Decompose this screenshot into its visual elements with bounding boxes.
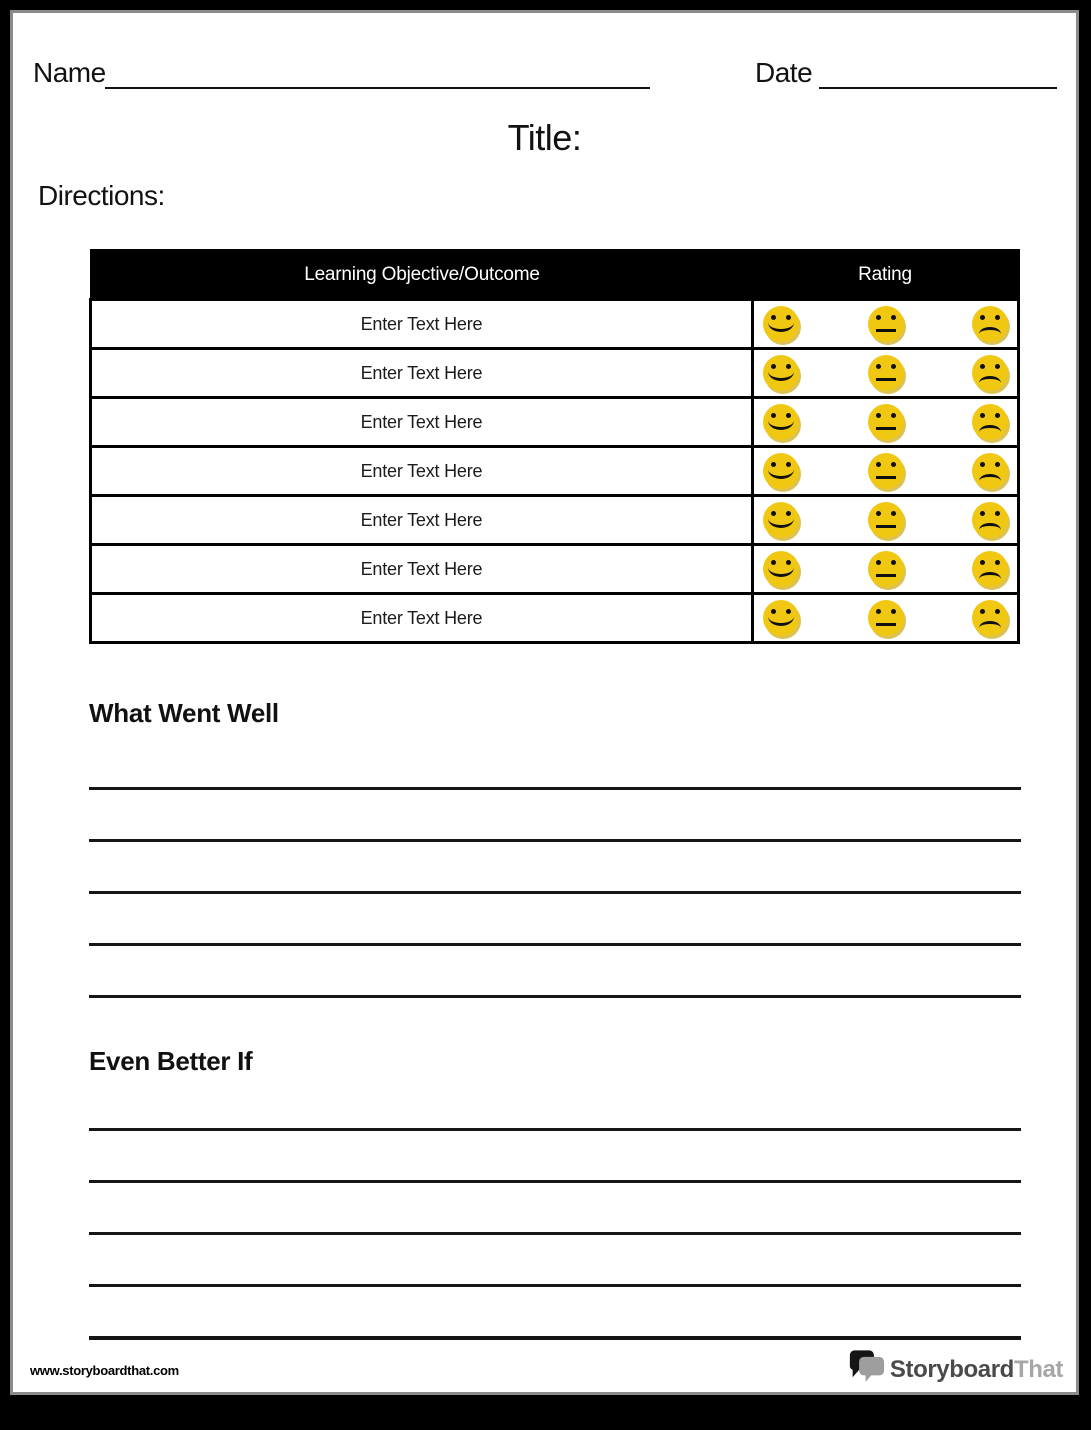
sad-face-icon[interactable]	[972, 600, 1008, 636]
answer-fill-line[interactable]	[89, 1128, 1021, 1131]
rating-cell	[753, 496, 1019, 545]
answer-fill-line[interactable]	[89, 995, 1021, 998]
sad-face-icon[interactable]	[972, 355, 1008, 391]
sad-face-icon[interactable]	[972, 404, 1008, 440]
answer-fill-line[interactable]	[89, 943, 1021, 946]
sad-face-icon[interactable]	[972, 306, 1008, 342]
what-went-well-section	[89, 696, 1021, 1047]
rating-cell	[753, 545, 1019, 594]
table-row	[91, 447, 1019, 496]
objective-cell[interactable]: Enter Text Here	[91, 349, 753, 398]
name-fill-line[interactable]	[105, 87, 650, 89]
happy-face-icon[interactable]	[763, 355, 799, 391]
table-row	[91, 496, 1019, 545]
table-row	[91, 545, 1019, 594]
date-fill-line[interactable]	[819, 87, 1057, 89]
directions-label: Directions:	[38, 180, 165, 211]
neutral-face-icon[interactable]	[868, 600, 904, 636]
answer-fill-line[interactable]	[89, 787, 1021, 790]
table-row	[91, 398, 1019, 447]
name-label: Name	[33, 57, 106, 88]
section-heading: What Went Well	[89, 698, 279, 728]
objective-cell[interactable]: Enter Text Here	[91, 398, 753, 447]
happy-face-icon[interactable]	[763, 551, 799, 587]
rating-cell	[753, 398, 1019, 447]
neutral-face-icon[interactable]	[868, 404, 904, 440]
objective-cell[interactable]: Enter Text Here	[91, 594, 753, 643]
logo-text-secondary: That	[1013, 1356, 1063, 1383]
neutral-face-icon[interactable]	[868, 306, 904, 342]
happy-face-icon[interactable]	[763, 600, 799, 636]
rating-cell	[753, 594, 1019, 643]
objective-cell[interactable]: Enter Text Here	[91, 447, 753, 496]
objectives-rating-table	[89, 249, 1020, 644]
happy-face-icon[interactable]	[763, 306, 799, 342]
answer-fill-line[interactable]	[89, 1284, 1021, 1287]
answer-fill-line[interactable]	[89, 1180, 1021, 1183]
rating-cell	[753, 447, 1019, 496]
date-label: Date	[755, 57, 813, 88]
sad-face-icon[interactable]	[972, 502, 1008, 538]
table-row	[91, 594, 1019, 643]
objective-cell[interactable]: Enter Text Here	[91, 496, 753, 545]
even-better-if-section	[89, 1044, 1021, 1389]
neutral-face-icon[interactable]	[868, 355, 904, 391]
sad-face-icon[interactable]	[972, 551, 1008, 587]
answer-fill-line[interactable]	[89, 1232, 1021, 1235]
happy-face-icon[interactable]	[763, 404, 799, 440]
table-row	[91, 349, 1019, 398]
rating-cell	[753, 300, 1019, 349]
section-heading: Even Better If	[89, 1046, 253, 1076]
objective-cell[interactable]: Enter Text Here	[91, 545, 753, 594]
logo-text-primary: Storyboard	[889, 1356, 1014, 1383]
answer-fill-line[interactable]	[89, 891, 1021, 894]
neutral-face-icon[interactable]	[868, 453, 904, 489]
objective-cell[interactable]: Enter Text Here	[91, 300, 753, 349]
speech-bubbles-icon	[848, 1348, 885, 1393]
table-row	[91, 300, 1019, 349]
storyboardthat-logo	[848, 1347, 1063, 1393]
rating-cell	[753, 349, 1019, 398]
table-header-row	[91, 250, 1019, 300]
answer-lines	[89, 787, 1021, 998]
happy-face-icon[interactable]	[763, 502, 799, 538]
worksheet-page	[10, 10, 1079, 1395]
objectives-table-body	[91, 300, 1019, 643]
neutral-face-icon[interactable]	[868, 502, 904, 538]
website-url: www.storyboardthat.com	[30, 1363, 179, 1378]
neutral-face-icon[interactable]	[868, 551, 904, 587]
answer-lines	[89, 1128, 1021, 1340]
page-title: Title:	[507, 117, 582, 158]
answer-fill-line[interactable]	[89, 1336, 1021, 1340]
objective-column-header: Learning Objective/Outcome	[91, 250, 753, 300]
answer-fill-line[interactable]	[89, 839, 1021, 842]
rating-column-header: Rating	[753, 250, 1019, 300]
sad-face-icon[interactable]	[972, 453, 1008, 489]
happy-face-icon[interactable]	[763, 453, 799, 489]
